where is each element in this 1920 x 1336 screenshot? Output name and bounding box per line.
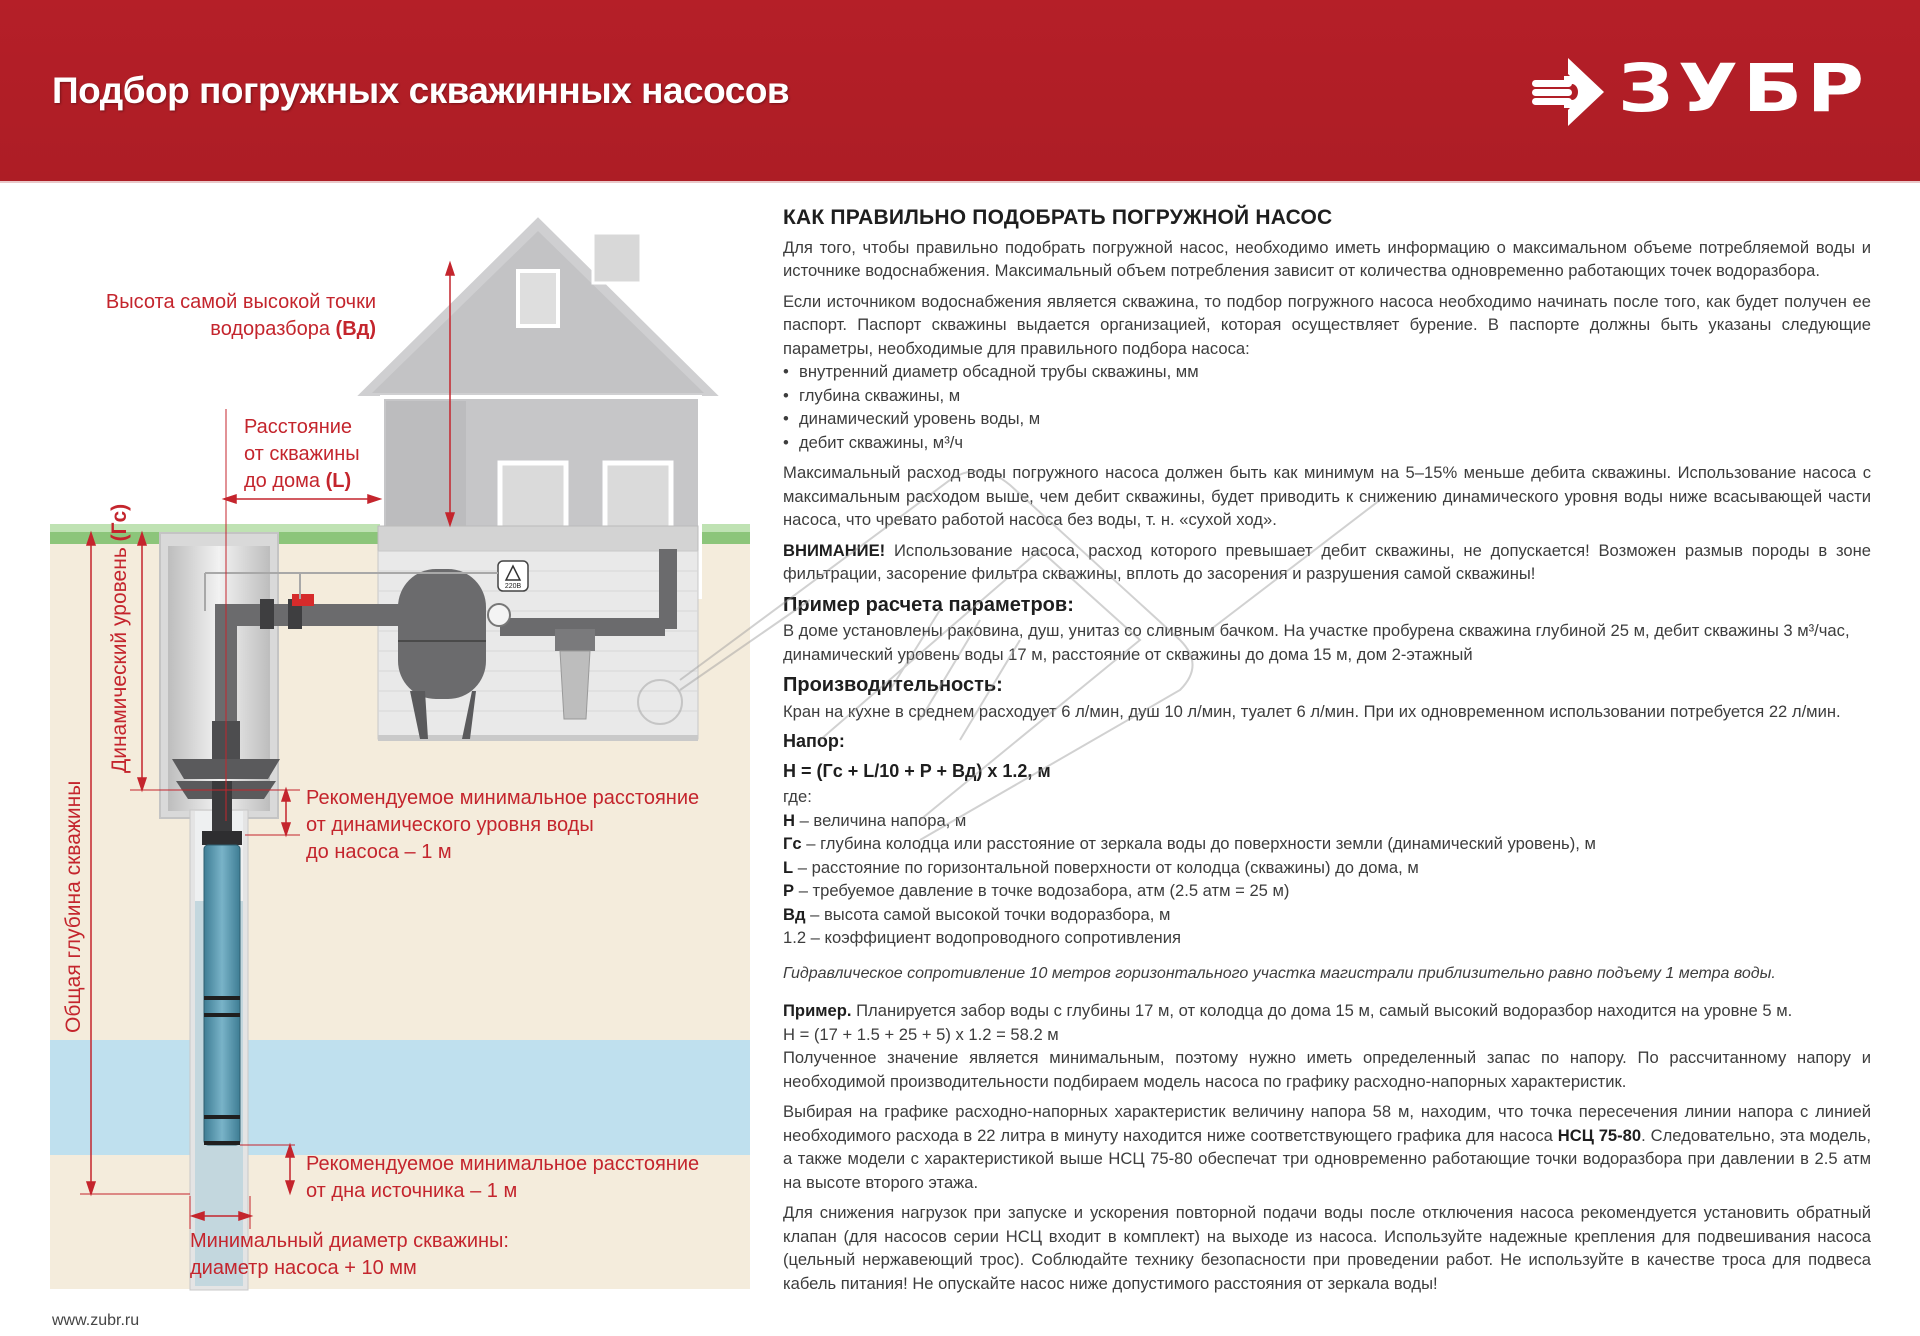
label-min-distance-dynamic: Рекомендуемое минимальное расстояние от динамического уровня воды до насоса – 1 м xyxy=(306,787,700,863)
pressure-tank xyxy=(398,569,486,699)
label-distance-to-house: Расстояние от скважины до дома (L) xyxy=(244,416,360,492)
warning-paragraph: ВНИМАНИЕ! Использование насоса, расход которого превышает дебит скважины, не допускается! Возможен размыв породы в зоне фильтрации, засорение фильтра скважины, вплоть до засорения и разрушения самой скважины! xyxy=(783,540,1871,583)
list-item: • дебит скважины, м³/ч xyxy=(783,431,1871,455)
brand-name: ЗУБР xyxy=(1618,50,1869,127)
calc-paragraph: Пример. Планируется забор воды с глубины 17 м, от колодца до дома 15 м, самый высокий водоразбор находится на уровне 5 м. xyxy=(783,1001,1793,1020)
list-item: • динамический уровень воды, м xyxy=(783,407,1871,431)
calc-formula: H = (17 + 1.5 + 25 + 5) x 1.2 = 58.2 м xyxy=(783,1024,1059,1044)
page-title: Подбор погружных скважинных насосов xyxy=(52,70,790,111)
hydraulic-note: Гидравлическое сопротивление 10 метров горизонтального участка магистрали приблизительно равно подъему 1 метра воды. xyxy=(783,964,1776,982)
definition-row: Гс – глубина колодца или расстояние от зеркала воды до поверхности земли (динамический уровень), м xyxy=(783,834,1596,853)
ball-valve xyxy=(292,594,314,606)
label-min-diameter: Минимальный диаметр скважины: диаметр насоса + 10 мм xyxy=(190,1230,509,1279)
max-flow-paragraph: Максимальный расход воды погружного насоса должен быть как минимум на 5–15% меньше дебита скважины. Использование насоса с максимальным расходом выше, чем дебит скважины, будет приводить к снижению динамического уровня воды ниже всасывающей части насоса, что чревато работой насоса без воды, т. н. «сухой ход». xyxy=(783,463,1871,529)
passport-paragraph: Если источником водоснабжения является скважина, то подбор погружного насоса необходимо начинать после того, как будет получен ее паспорт. Паспорт скважины выдается организацией, которая осуществляет бурение. В паспорте должны быть указаны следующие параметры, необходимые для правильного подбора насоса: xyxy=(783,291,1871,358)
head-formula: H = (Гс + L/10 + P + Вд) x 1.2, м xyxy=(783,760,1051,781)
brand-logo[interactable] xyxy=(1528,50,1873,128)
safety-paragraph: Для снижения нагрузок при запуске и ускорения повторной подачи воды после отключения насоса рекомендуется установить обратный клапан (для насосов серии НСЦ входит в комплект) на выходе из насоса. Используйте надежные крепления для подвешивания насоса (цельный нержавеющий трос). Соблюдайте технику безопасности при проведении работ. Не используйте в качестве троса для подвеса кабель питания! Не опускайте насос ниже допустимого расстояния от зеркала воды! xyxy=(783,1203,1871,1293)
definition-row: L – расстояние по горизонтальной поверхности от колодца (скважины) до дома, м xyxy=(783,857,1419,877)
label-total-depth: Общая глубина скважины xyxy=(62,780,85,1033)
water-filter xyxy=(560,651,590,719)
selection-paragraph: Выбирая на графике расходно-напорных характеристик величину напора 58 м, находим, что точка пересечения линии напора с линией необходимого расхода в 22 литра в минуту находится ниже соответствующего графика для насоса НСЦ 75-80. Следовательно, эта модель, а также модели с характеристикой выше НСЦ 75-80 обеспечат три одновременно работающие точки водоразбора при давлении в 2.5 атм на высоте второго этажа. xyxy=(783,1102,1871,1192)
label-dynamic-level: Динамический уровень (Гс) xyxy=(108,503,131,773)
pressure-gauge xyxy=(488,604,510,626)
instructions-column xyxy=(783,200,1871,1302)
definition-row: Вд – высота самой высокой точки водоразбора, м xyxy=(783,904,1171,924)
performance-paragraph: Кран на кухне в среднем расходует 6 л/мин, душ 10 л/мин, туалет 6 л/мин. При их одновременном использовании потребуется 22 л/мин. xyxy=(783,701,1841,721)
pump-model: НСЦ 75-80 xyxy=(1557,1125,1642,1145)
performance-heading: Производительность: xyxy=(783,674,1003,696)
definition-row: 1.2 – коэффициент водопроводного сопротивления xyxy=(783,928,1181,947)
well-pump-diagram xyxy=(0,181,760,1291)
where-label: где: xyxy=(783,787,812,806)
list-item: • внутренний диаметр обсадной трубы скважины, мм xyxy=(783,360,1871,384)
header-banner xyxy=(0,0,1920,183)
website-link[interactable]: www.zubr.ru xyxy=(52,1312,140,1329)
section-heading: КАК ПРАВИЛЬНО ПОДОБРАТЬ ПОГРУЖНОЙ НАСОС xyxy=(783,206,1333,229)
attic-window xyxy=(518,271,558,326)
warning-label: ВНИМАНИЕ! xyxy=(783,540,886,560)
submersible-pump xyxy=(202,781,242,1145)
label-highest-point: Высота самой высокой точки водоразбора (Вд) xyxy=(105,291,376,340)
intro-paragraph: Для того, чтобы правильно подобрать погружной насос, необходимо иметь информацию о максимальном объеме потребляемой воды и источнике водоснабжения. Максимальный объем потребления зависит от количества одновременно работающих точек водоразбора. xyxy=(783,237,1871,280)
example-heading: Пример расчета параметров: xyxy=(783,593,1074,616)
definition-row: H – величина напора, м xyxy=(783,810,967,830)
svg-text:220В: 220В xyxy=(504,583,522,590)
head-heading: Напор: xyxy=(783,731,845,751)
list-item: • глубина скважины, м xyxy=(783,384,1871,408)
aquifer-layer xyxy=(50,1040,750,1155)
definition-row: P – требуемое давление в точке водозабора, атм (2.5 атм = 25 м) xyxy=(783,881,1290,900)
passport-parameters-list xyxy=(783,360,1871,454)
chimney xyxy=(593,233,641,283)
example-paragraph: В доме установлены раковина, душ, унитаз со сливным бачком. На участке пробурена скважина глубиной 25 м, дебит скважины 3 м³/час, динамический уровень воды 17 м, расстояние от скважины до дома 15 м, дом 2-этажный xyxy=(783,621,1850,664)
calc-result: Полученное значение является минимальным, поэтому нужно иметь определенный запас по напору. По рассчитанному напору и необходимой производительности подбираем модель насоса по графику расходно-напорных характеристик. xyxy=(783,1048,1871,1091)
label-min-distance-bottom: Рекомендуемое минимальное расстояние от дна источника – 1 м xyxy=(306,1153,700,1202)
zubr-emblem-icon xyxy=(1528,56,1608,128)
